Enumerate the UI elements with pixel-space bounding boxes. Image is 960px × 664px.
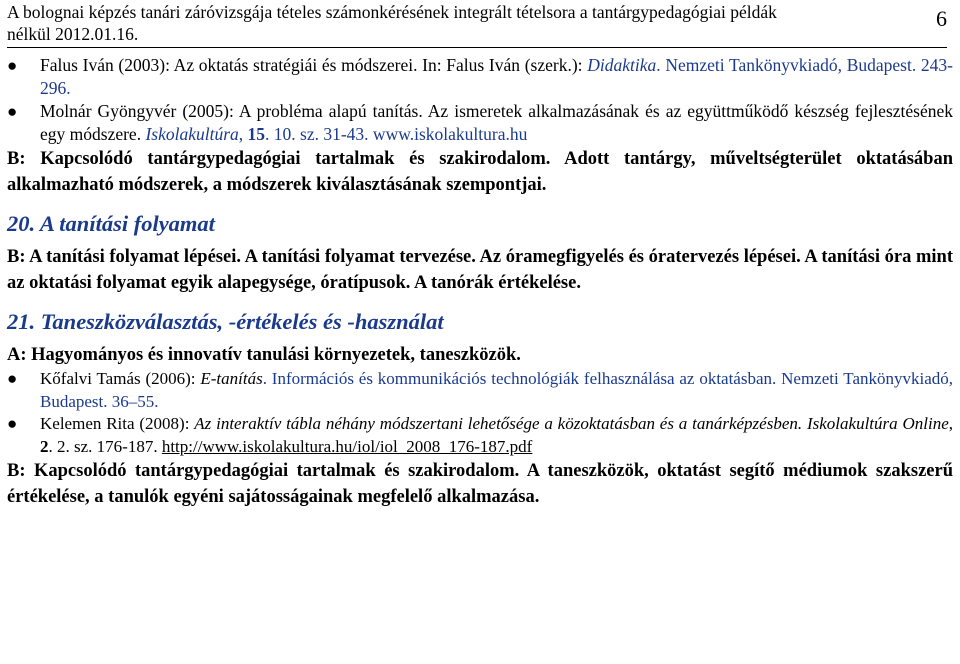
bullet-icon: ● xyxy=(7,102,18,121)
header-title-line2: nélkül 2012.01.16. xyxy=(7,24,139,44)
section-b-text: B: Kapcsolódó tantárgypedagógiai tartalmak és szakirodalom. Adott tantárgy, műveltségterület oktatásában alkalmazható módszerek, a módszerek kiválasztásának szempontjai. xyxy=(7,149,953,195)
list-item: ● Kőfalvi Tamás (2006): E-tanítás. Információs és kommunikációs technológiák felhasználása az oktatásban. Nemzeti Tankönyvkiadó, Budapest. 36–55. xyxy=(7,369,954,411)
section-title-21: 21. Taneszközválasztás, -értékelés és -használat xyxy=(7,309,444,334)
section-21-a-text: A: Hagyományos és innovatív tanulási környezetek, taneszközök. xyxy=(7,345,521,365)
reference-list-2 xyxy=(7,368,953,458)
list-item: ● Falus Iván (2003): Az oktatás stratégiái és módszerei. In: Falus Iván (szerk.): Didaktika. Nemzeti Tankönyvkiadó, Budapest. 243-296. xyxy=(7,55,953,98)
section-21-b-text: B: Kapcsolódó tantárgypedagógiai tartalmak és szakirodalom. A taneszközök, oktatást segítő médiumok szakszerű értékelése, a tanulók egyéni sajátosságainak megfelelő alkalmazása. xyxy=(7,461,953,507)
header-title-line1: A bolognai képzés tanári záróvizsgája tételes számonkérésének integrált tételsora a tantárgypedagógiai példák xyxy=(7,2,777,22)
section-20-b-text: B: A tanítási folyamat lépései. A tanítási folyamat tervezése. Az óramegfigyelés és óratervezés lépései. A tanítási óra mint az oktatási folyamat egyik alapegysége, óratípusok. A tanórák értékelése. xyxy=(7,247,953,293)
page-header xyxy=(7,0,947,48)
page-number: 6 xyxy=(936,6,947,31)
section-title-20: 20. A tanítási folyamat xyxy=(7,211,215,236)
list-item: ● Kelemen Rita (2008): Az interaktív tábla néhány módszertani lehetősége a közoktatásban és a tanárképzésben. Iskolakultúra Online, 2. 2. sz. 176-187. http://www.iskolakultura.hu/iol/iol_2008_176-187.pdf xyxy=(7,414,953,456)
reference-link[interactable]: http://www.iskolakultura.hu/iol/iol_2008_176-187.pdf xyxy=(161,436,533,456)
list-item: ● Molnár Gyöngyvér (2005): A probléma alapú tanítás. Az ismeretek alkalmazásának és az együttműködő készség fejlesztésének egy módszere. Iskolakultúra, 15. 10. sz. 31-43. www.iskolakultura.hu xyxy=(7,101,953,144)
document-page xyxy=(7,0,953,510)
bullet-icon: ● xyxy=(7,56,18,75)
bullet-icon: ● xyxy=(7,369,18,388)
reference-list-1 xyxy=(7,54,953,146)
bullet-icon: ● xyxy=(7,414,18,433)
